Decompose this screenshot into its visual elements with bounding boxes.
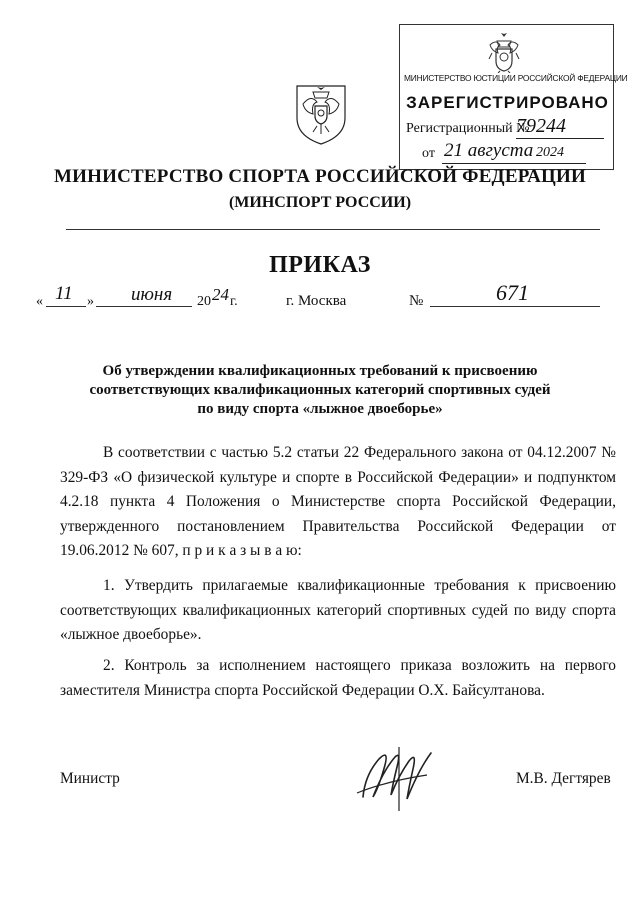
stamp-number-line (516, 138, 604, 139)
day-line (46, 306, 86, 307)
stamp-registered: ЗАРЕГИСТРИРОВАНО (406, 93, 609, 112)
order-city: г. Москва (286, 293, 347, 309)
stamp-reg-number: 79244 (516, 115, 566, 137)
quote-close: » (87, 294, 94, 309)
order-month: июня (131, 284, 173, 305)
registration-stamp (399, 24, 628, 170)
stamp-year: 2024 (536, 145, 564, 160)
stamp-date-line (442, 163, 586, 164)
handwritten-signature (355, 735, 445, 815)
ministry-name: МИНИСТЕРСТВО СПОРТА РОССИЙСКОЙ ФЕДЕРАЦИИ (54, 166, 586, 187)
quote-open: « (36, 294, 43, 309)
order-title: ПРИКАЗ (269, 252, 371, 278)
stamp-ministry: МИНИСТЕРСТВО ЮСТИЦИИ РОССИЙСКОЙ ФЕДЕРАЦИИ (404, 73, 628, 83)
order-number: 671 (496, 280, 529, 305)
header-divider (66, 229, 600, 230)
month-line (96, 306, 192, 307)
clause-2-paragraph: 2. Контроль за исполнением настоящего приказа возложить на первого заместителя Министра спорта Российской Федерации О.Х. Байсултанова. (60, 657, 616, 699)
ministry-short-name: (МИНСПОРТ РОССИИ) (228, 194, 412, 211)
order-number-label: № (409, 293, 424, 309)
subject-line-3: по виду спорта «лыжное двоеборье» (197, 401, 443, 417)
order-year-prefix: 20 (197, 294, 211, 309)
stamp-date-label: от (422, 146, 435, 161)
subject-line-1: Об утверждении квалификационных требований к присвоению (102, 363, 538, 379)
coat-of-arms-icon (293, 82, 349, 146)
number-line (430, 306, 600, 307)
order-year-mark: г. (230, 294, 238, 309)
stamp-date: 21 августа (444, 140, 534, 161)
preamble-paragraph: В соответствии с частью 5.2 статьи 22 Федерального закона от 04.12.2007 № 329-ФЗ «О физической культуре и спорте в Российской Федерации» и подпунктом 4.2.18 пункта 4 Положения о Министерстве спорта Российской Федерации, утвержденного постановлением Правительства Российской Федерации от 19.06.2012 № 607, п р и к а з ы в а ю: (60, 444, 616, 560)
signer-name: М.В. Дегтярев (516, 770, 611, 787)
stamp-reg-number-label: Регистрационный № (406, 121, 530, 136)
order-subject (60, 362, 580, 419)
coat-of-arms-icon (486, 31, 522, 73)
order-day: 11 (55, 283, 73, 304)
clause-1-paragraph: 1. Утвердить прилагаемые квалификационные требования к присвоению соответствующих квалификационных категорий спортивных судей по виду спорта «лыжное двоеборье». (60, 577, 616, 644)
order-year-suffix: 24 (212, 285, 229, 304)
signer-position: Министр (60, 770, 120, 787)
subject-line-2: соответствующих квалификационных категорий спортивных судей (89, 382, 551, 398)
